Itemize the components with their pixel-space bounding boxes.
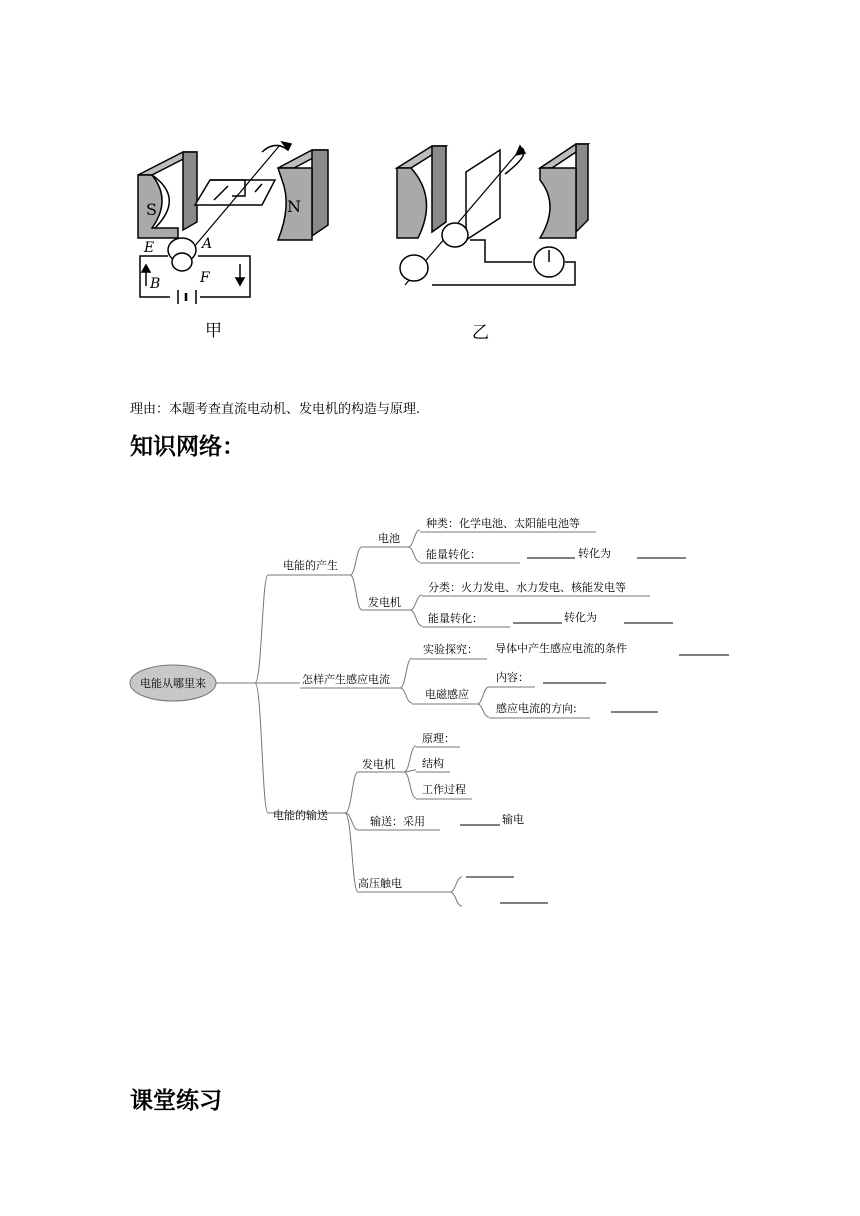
reason-text: 理由：本题考查直流电动机、发电机的构造与原理.: [130, 402, 421, 417]
induced-current-direction: 感应电流的方向:: [496, 702, 577, 715]
label-a: A: [202, 236, 213, 252]
knowledge-mindmap: [0, 500, 860, 920]
generator-work-process: 工作过程: [422, 783, 466, 796]
battery-energy-conversion: 能量转化：: [426, 548, 481, 561]
induction-content: 内容：: [496, 671, 529, 684]
battery-types: 种类：化学电池、太阳能电池等: [426, 517, 580, 530]
classroom-practice-heading: 课堂练习: [130, 1088, 222, 1114]
label-e: E: [144, 240, 155, 256]
left-figure-pole-n: N: [287, 197, 301, 216]
generator-convert-to: 转化为: [564, 611, 597, 624]
figure-right-caption: 乙: [472, 323, 489, 343]
generator-principle: 原理：: [422, 732, 455, 745]
node-generator: 发电机: [368, 596, 401, 609]
node-electricity-generation: 电能的产生: [283, 559, 338, 572]
motor-generator-figures: [0, 0, 860, 380]
figure-right-generator: [397, 144, 588, 285]
transport-suffix: 输电: [502, 813, 524, 826]
generator-energy-conversion: 能量转化：: [428, 612, 483, 625]
knowledge-network-heading: 知识网络：: [130, 434, 245, 460]
generator-types: 分类：火力发电、水力发电、核能发电等: [428, 581, 626, 594]
node-induced-current: 怎样产生感应电流: [302, 673, 390, 686]
label-f: F: [200, 270, 210, 286]
label-b: B: [150, 276, 161, 292]
experiment-label: 实验探究：: [423, 643, 478, 656]
battery-convert-to: 转化为: [578, 547, 611, 560]
generator-structure: 结构: [422, 757, 444, 770]
induced-current-condition: 导体中产生感应电流的条件: [495, 642, 627, 655]
figure-left-motor: [138, 142, 328, 304]
node-electromagnetic-induction: 电磁感应: [425, 688, 469, 701]
node-battery: 电池: [378, 532, 400, 545]
mindmap-root-label: 电能从哪里来: [140, 677, 206, 690]
transport-method: 输送：采用: [370, 815, 425, 828]
node-transmit-generator: 发电机: [362, 758, 395, 771]
node-electricity-transmission: 电能的输送: [273, 809, 328, 822]
node-high-voltage-shock: 高压触电: [358, 877, 402, 890]
figure-left-caption: 甲: [205, 321, 222, 341]
left-figure-pole-s: S: [146, 200, 157, 219]
